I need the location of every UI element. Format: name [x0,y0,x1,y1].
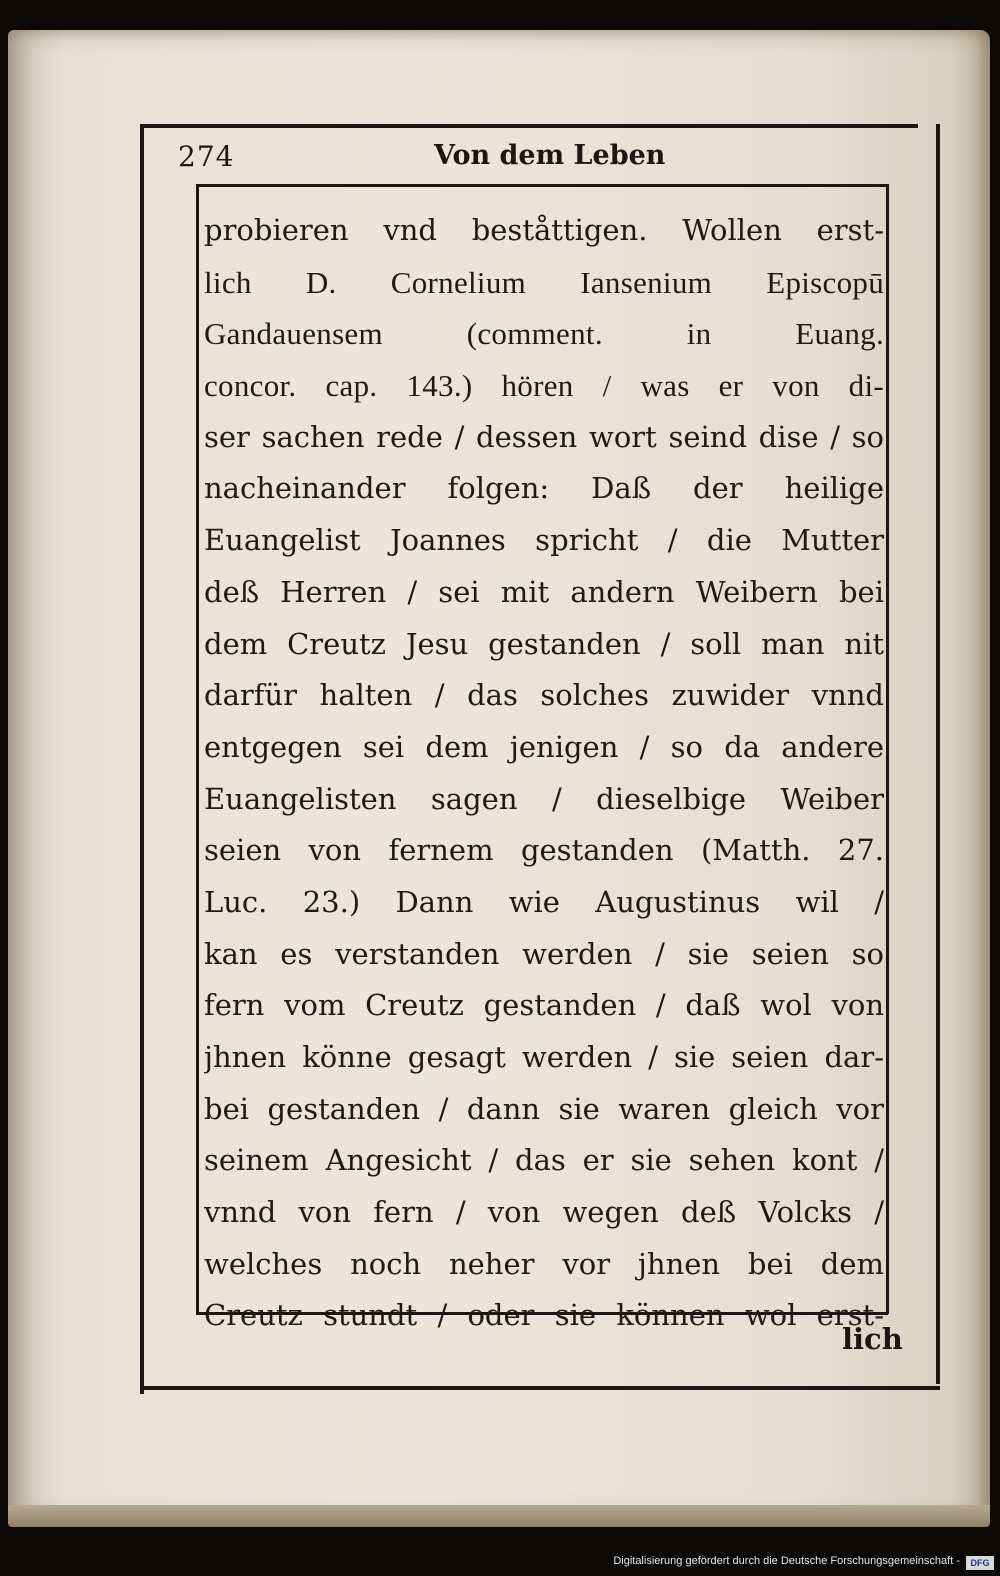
text-line: fern vom Creutz gestanden / daß wol von [204,988,884,1023]
text-line: deß Herren / sei mit andern Weibern bei [204,574,884,609]
text-line: seien von fernem gestanden (Matth. 27. [204,833,884,868]
text-line: darfür halten / das solches zuwider vnnd [204,678,884,713]
text-line: kan es verstanden werden / sie seien so [204,936,884,971]
text-line: entgegen sei dem jenigen / so da andere [204,729,884,764]
text-line: Luc. 23.) Dann wie Augustinus wil / [204,884,884,919]
frame-right-inner [886,184,889,1314]
text-line: concor. cap. 143.) hören / was er von di- [204,368,884,404]
footer-bar [0,1552,1000,1576]
running-head: Von dem Leben [434,140,666,171]
bottom-rule [140,1386,940,1390]
body-text [204,205,884,1342]
frame-right-outer [936,124,940,1384]
text-line: lich D. Cornelium Iansenium Episcopū [204,264,884,300]
text-line: Euangelist Joannes spricht / die Mutter [204,523,884,558]
text-line: probieren vnd beståttigen. Wollen erst- [204,213,884,247]
text-line: welches noch neher vor jhnen bei dem [204,1246,884,1281]
text-line: dem Creutz Jesu gestanden / soll man nit [204,626,884,661]
text-line: nacheinander folgen: Daß der heilige [204,471,884,506]
top-rule [140,124,918,128]
text-line: ser sachen rede / dessen wort seind dise / so [204,419,884,454]
dfg-logo: DFG [966,1556,994,1570]
text-line: vnnd von fern / von wegen deß Volcks / [204,1195,884,1230]
page-edge [8,1505,990,1527]
text-line: seinem Angesicht / das er sie sehen kont / [204,1143,884,1178]
catchword: lich [842,1322,903,1356]
text-line: Gandauensem (comment. in Euang. [204,316,884,352]
page-number: 274 [178,140,235,173]
text-line: bei gestanden / dann sie waren gleich vor [204,1091,884,1126]
frame-left-outer [140,124,144,1394]
text-line: jhnen könne gesagt werden / sie seien dar- [204,1040,884,1074]
funding-credit: Digitalisierung gefördert durch die Deutsche Forschungsgemeinschaft - [613,1555,960,1567]
header-rule [196,184,886,187]
text-line: Creutz stundt / oder sie können wol erst- [204,1298,884,1333]
frame-left-inner [196,184,199,1314]
text-line: Euangelisten sagen / dieselbige Weiber [204,781,884,816]
